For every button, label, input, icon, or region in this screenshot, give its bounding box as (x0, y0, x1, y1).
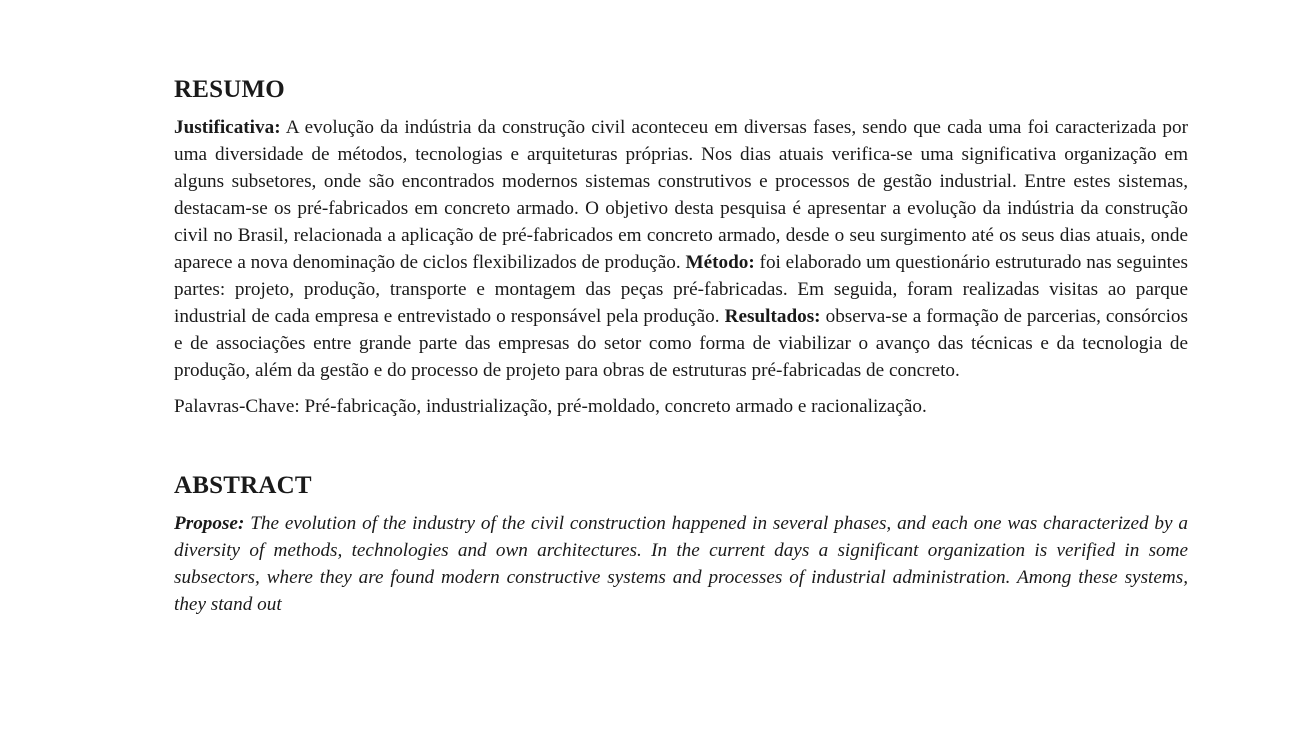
abstract-text: The evolution of the industry of the civil construction happened in several phases, and each one was characterized by a diversity of methods, technologies and own architectures. In the current days a significant organization is verified in some subsectors, where they are found modern constructive systems and processes of industrial administration. Among these systems, they stand out (174, 513, 1188, 615)
justificativa-text: A evolução da indústria da construção civil aconteceu em diversas fases, sendo que cada uma foi caracterizada por uma diversidade de métodos, tecnologias e arquiteturas próprias. Nos dias atuais verifica-se uma significativa organização em alguns subsetores, onde são encontrados modernos sistemas construtivos e processos de gestão industrial. Entre estes sistemas, destacam-se os pré-fabricados em concreto armado. O objetivo desta pesquisa é apresentar a evolução da indústria da construção civil no Brasil, relacionada a aplicação de pré-fabricados em concreto armado, desde o seu surgimento até os seus dias atuais, onde aparece a nova denominação de ciclos flexibilizados de produção. (174, 117, 1188, 273)
propose-label: Propose: (174, 513, 245, 534)
abstract-paragraph (174, 510, 1188, 618)
justificativa-label: Justificativa: (174, 117, 281, 138)
keywords-line: Palavras-Chave: Pré-fabricação, industrialização, pré-moldado, concreto armado e racionalização. (174, 396, 927, 417)
metodo-text: foi elaborado um questionário estruturado nas seguintes partes: projeto, produção, transporte e montagem das peças pré-fabricadas. Em seguida, foram realizadas visitas ao parque industrial de cada empresa e entrevistado o responsável pela produção. (174, 252, 1188, 327)
resultados-label: Resultados: (724, 306, 821, 327)
abstract-section (174, 470, 1188, 618)
resumo-heading: RESUMO (174, 76, 285, 103)
resumo-section (174, 74, 1188, 420)
resultados-text: observa-se a formação de parcerias, consórcios e de associações entre grande parte das empresas do setor como forma de viabilizar o avanço das técnicas e da tecnologia de produção, além da gestão e do processo de projeto para obras de estruturas pré-fabricadas de concreto. (174, 306, 1188, 381)
metodo-label: Método: (685, 252, 755, 273)
abstract-heading: ABSTRACT (174, 472, 312, 499)
document-page (174, 74, 1188, 618)
resumo-paragraph (174, 114, 1188, 384)
